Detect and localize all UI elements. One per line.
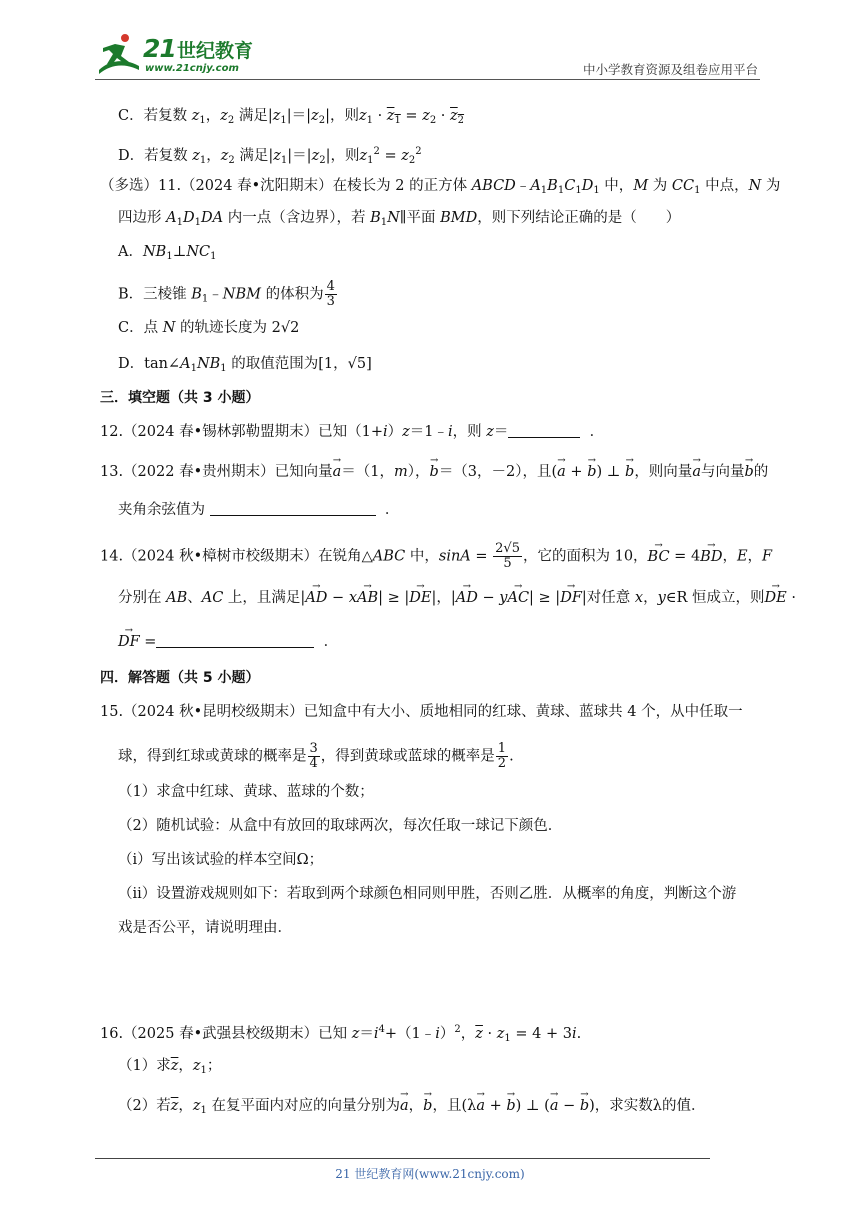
q16-stem: 16.（2025 春•武强县校级期末）已知 $z=i^4+(1﹣i)^2$，$\overline{z} \cdot z_1 = 4 + 3i$. (100, 1024, 582, 1044)
q15-stem-line2: 球，得到红球或黄球的概率是 $\frac{3}{4}$ ，得到黄球或蓝球的概率是 $\frac{1}{2}$ . (118, 741, 514, 771)
q15-part-2ii-line2: 戏是否公平，请说明理由． (118, 920, 292, 936)
q14-stem-line1: 14.（2024 秋•樟树市校级期末）在锐角△ABC 中，sinA = $\frac{2√5}{5}$ ，它的面积为 10，→ BC = 4→ BD，E，F (100, 542, 772, 571)
q15-part-2ii-line1: （ii）设置游戏规则如下：若取到两个球颜色相同则甲胜，否则乙胜．从概率的角度，判断这个游 (118, 886, 737, 902)
q14-stem-line3: → DF = ． (118, 632, 338, 652)
logo-number: 21 (143, 34, 176, 63)
footer-source-link[interactable]: 21 世纪教育网(www.21cnjy.com) (335, 1167, 525, 1181)
q11-stem-line2: 四边形 $A_1D_1DA$ 内一点（含边界），若 $B_1N\parallel$平面 BMD，则下列结论正确的是（ ） (118, 210, 681, 228)
page-header (0, 0, 860, 82)
q15-part-2i: （i）写出该试验的样本空间Ω； (118, 852, 324, 868)
section-solution-title: 四．解答题（共 5 小题） (100, 670, 260, 686)
q11-option-c: C．点 N 的轨迹长度为 2√2 (118, 320, 300, 336)
q16-part-2: （2）若$\overline{z}$，$z_1$ 在复平面内对应的向量分别为→ a，→ b，且(λ→ a + → b) ⊥ (→ a − → b)，求实数λ的值． (118, 1096, 706, 1121)
q15-part-2: （2）随机试验：从盒中有放回的取球两次，每次任取一球记下颜色． (118, 818, 563, 834)
q11-option-b: B．三棱锥 $B_1﹣NBM$ 的体积为 $\frac{4}{3}$ (118, 279, 335, 309)
q14-stem-line2: 分别在 AB、AC 上，且满足|→ AD − x→ AB| ≥ |→ DE|，|→ AD − y→ AC| ≥ |→ DF|对任意 x，y∈R 恒成立，则→ DE · (118, 588, 796, 608)
q10-option-d: D．若复数 $z_1$，$z_2$ 满足$|z_1|=|z_2|$，则$z_1^2 = z_2^2$ (118, 146, 422, 166)
runner-logo-icon (95, 30, 143, 78)
q11-option-d: D．$\tan\angle A_1NB_1$ 的取值范围为[1，√5] (118, 356, 372, 374)
q15-part-1: （1）求盒中红球、黄球、蓝球的个数； (118, 784, 374, 800)
q11-stem-line1: （多选）11.（2024 春•沈阳期末）在棱长为 2 的正方体 $ABCD﹣A_1B_1C_1D_1$ 中，M 为 $CC_1$ 中点，N 为 (100, 178, 781, 196)
q13-answer-blank[interactable] (210, 501, 376, 516)
q12-stem: 12.（2024 春•锡林郭勒盟期末）已知（1+i）z＝1﹣i，则 z＝ ． (100, 424, 605, 440)
q10-option-c: C．若复数 $z_1$，$z_2$ 满足$|z_1|=|z_2|$，则$z_1 \cdot z_1 = z_2 \cdot z_2$ (118, 108, 465, 126)
site-logo[interactable] (95, 30, 260, 78)
q14-answer-blank[interactable] (156, 633, 314, 648)
q13-stem-line1: 13.（2022 春•贵州期末）已知向量→ a＝（1，m），→ b＝（3，－2），且(→ a + → b) ⊥ → b，则向量→ a与向量→ b的 (100, 462, 768, 482)
q13-stem-line2: 夹角余弦值为 ． (118, 502, 400, 518)
logo-url: www.21cnjy.com (145, 63, 239, 74)
q11-option-a: A．$NB_1\perp NC_1$ (118, 244, 217, 262)
q12-answer-blank[interactable] (508, 423, 580, 438)
platform-label: 中小学教育资源及组卷应用平台 (582, 62, 758, 77)
section-fill-in-title: 三．填空题（共 3 小题） (100, 390, 260, 406)
logo-text: 世纪教育 (177, 40, 254, 62)
q15-stem-line1: 15.（2024 秋•昆明校级期末）已知盒中有大小、质地相同的红球、黄球、蓝球共 4 个，从中任取一 (100, 704, 743, 720)
q16-part-1: （1）求$\overline{z}$，$z_1$； (118, 1058, 222, 1076)
header-divider (95, 79, 760, 80)
footer-divider (95, 1158, 710, 1159)
